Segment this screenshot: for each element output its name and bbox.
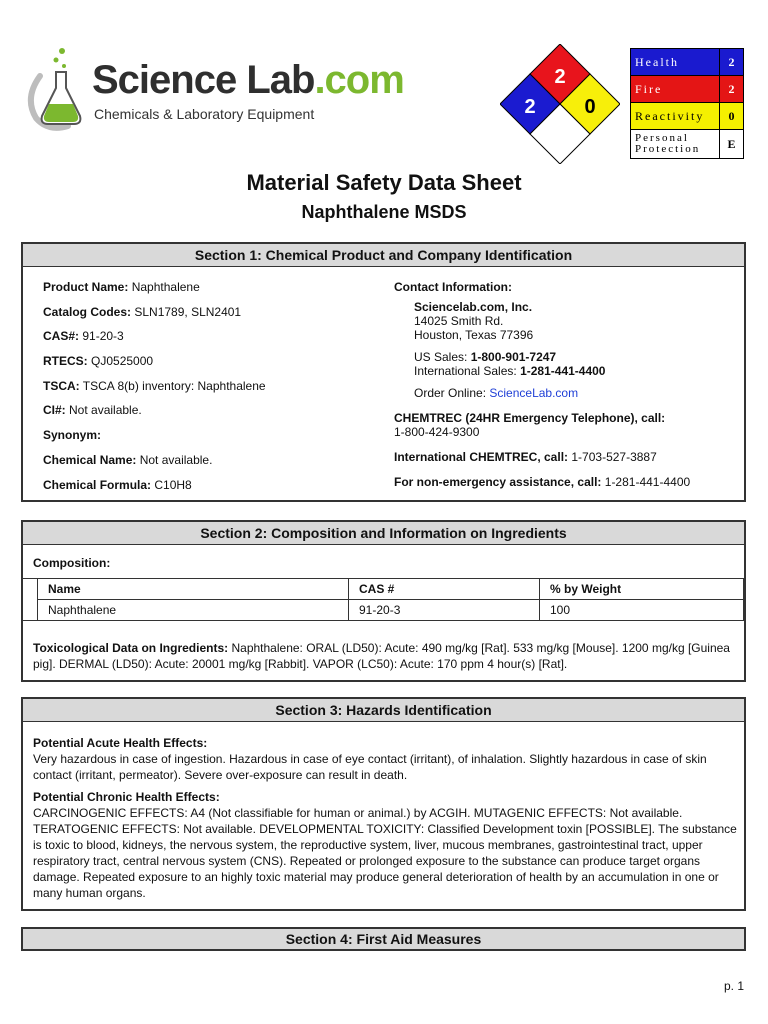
- logo-brand: [92, 60, 404, 100]
- toxicological-data: [33, 640, 733, 672]
- composition-label: Composition:: [33, 556, 111, 570]
- hmis-health-label: Health: [631, 49, 720, 76]
- company-name-text: Sciencelab.com, Inc.: [414, 300, 533, 314]
- table-indent: [23, 600, 38, 621]
- section-2-heading: Section 2: Composition and Information on Ingredients: [23, 522, 744, 545]
- ingredients-table: [23, 578, 744, 621]
- intl-sales: [394, 364, 734, 378]
- section-1-heading: Section 1: Chemical Product and Company Identification: [23, 244, 744, 267]
- flask-icon: [22, 46, 102, 136]
- acute-effects-label: Potential Acute Health Effects:: [33, 736, 208, 750]
- tox-label: Toxicological Data on Ingredients:: [33, 641, 229, 655]
- company-name: [394, 300, 734, 314]
- us-sales-phone: 1-800-901-7247: [470, 350, 557, 364]
- address-line-2: Houston, Texas 77396: [414, 328, 534, 342]
- contact-label: Contact Information:: [394, 280, 512, 294]
- hmis-ppe-value: E: [720, 130, 744, 159]
- hmis-ppe-label-1: Personal: [635, 132, 689, 144]
- tsca-row: [43, 379, 383, 393]
- field-value: Not available.: [69, 403, 142, 418]
- col-header-name: Name: [38, 579, 349, 600]
- cell-name: Naphthalene: [38, 600, 349, 621]
- hmis-reactivity-label: Reactivity: [631, 103, 720, 130]
- contact-info: [394, 280, 734, 489]
- logo-brand-main: Science Lab: [92, 58, 315, 102]
- hazards-body: [33, 735, 739, 907]
- nfpa-fire-value: 2: [554, 66, 566, 88]
- field-value: TSCA 8(b) inventory: Naphthalene: [82, 378, 266, 393]
- table-header-row: [23, 579, 744, 600]
- table-row: [23, 600, 744, 621]
- nfpa-reactivity-value: 0: [584, 96, 596, 118]
- chronic-effects-text: CARCINOGENIC EFFECTS: A4 (Not classifiable for human or animal.) by ACGIH. MUTAGENIC EFFECTS: Not available. TERATOGENIC EFFECTS: Not available. DEVELOPMENTAL TOXICITY: Classified Development toxin [POSSIBLE]. The substance is toxic to blood, kidneys, the nervous system, the reproductive system, liver, mucous membranes, gastrointestinal tract, upper respiratory tract, central nervous system (CNS). Repeated or prolonged exposure to the substance can produce target organs damage. Repeated exposure to an highly toxic material may produce general deterioration of health by an accumulation in one or many human organs.: [33, 806, 737, 900]
- us-sales-label: US Sales:: [414, 350, 468, 364]
- tox-text: Naphthalene: ORAL (LD50): Acute: 490 mg/kg [Rat]. 533 mg/kg [Mouse]. 1200 mg/kg [Guinea pig]. DERMAL (LD50): Acute: 20001 mg/kg [Rabbit]. VAPOR (LC50): Acute: 170 ppm 4 hour(s) [Rat].: [33, 641, 730, 671]
- us-sales: [394, 350, 734, 364]
- hmis-reactivity-value: 0: [720, 103, 744, 130]
- field-value: Naphthalene: [131, 280, 200, 294]
- logo-brand-dot: .com: [314, 58, 404, 102]
- field-value: QJ0525000: [91, 354, 154, 369]
- field-value: Not available.: [139, 452, 213, 467]
- order-online-link[interactable]: ScienceLab.com: [489, 386, 579, 400]
- section-4-heading: Section 4: First Aid Measures: [23, 929, 744, 949]
- cell-weight: 100: [540, 600, 744, 621]
- intl-sales-label: International Sales:: [414, 364, 517, 378]
- intl-sales-phone: 1-281-441-4400: [520, 364, 606, 378]
- section-3: [21, 697, 746, 911]
- catalog-codes-row: [43, 305, 383, 319]
- nonemergency: [394, 475, 734, 489]
- product-info: [43, 280, 383, 502]
- chemical-name-row: [43, 453, 383, 467]
- hmis-health-value: 2: [720, 49, 744, 76]
- order-online: [394, 386, 734, 400]
- section-4: [21, 927, 746, 951]
- order-online-label: Order Online:: [414, 386, 487, 400]
- document-subtitle: Naphthalene MSDS: [301, 202, 467, 222]
- field-label: Chemical Formula:: [43, 477, 152, 492]
- acute-effects-text: Very hazardous in case of ingestion. Hazardous in case of eye contact (irritant), of inhalation. Slightly hazardous in case of skin contact (irritant, permeator). Severe over-exposure can result in death.: [33, 752, 707, 782]
- ci-row: [43, 403, 383, 417]
- section-3-heading: Section 3: Hazards Identification: [23, 699, 744, 722]
- nonemergency-label: For non-emergency assistance, call:: [394, 475, 602, 489]
- field-label: Product Name:: [43, 280, 129, 294]
- hmis-fire-label: Fire: [631, 76, 720, 103]
- logo-tagline: Chemicals & Laboratory Equipment: [94, 106, 315, 122]
- col-header-weight: % by Weight: [540, 579, 744, 600]
- hmis-ppe-label-2: Protection: [635, 143, 701, 155]
- chronic-effects-label: Potential Chronic Health Effects:: [33, 790, 220, 804]
- rtecs-row: [43, 354, 383, 368]
- field-label: Synonym:: [43, 428, 102, 443]
- field-label: Chemical Name:: [43, 452, 137, 467]
- field-label: CI#:: [43, 403, 66, 418]
- section-1: [21, 242, 746, 502]
- hmis-ppe-label: [631, 130, 720, 159]
- field-label: Catalog Codes:: [43, 304, 132, 319]
- nfpa-diamond: [500, 44, 620, 164]
- cas-row: [43, 329, 383, 343]
- address-line-1: 14025 Smith Rd.: [414, 314, 504, 328]
- chemtrec-label: CHEMTREC (24HR Emergency Telephone), call:: [394, 411, 666, 425]
- field-label: TSCA:: [43, 378, 80, 393]
- chemical-formula-row: [43, 478, 383, 492]
- intl-chemtrec: [394, 450, 734, 464]
- document-title: Material Safety Data Sheet: [246, 170, 522, 195]
- hmis-fire-value: 2: [720, 76, 744, 103]
- synonym-row: [43, 428, 383, 442]
- page-number: p. 1: [724, 979, 745, 993]
- table-indent: [23, 579, 38, 600]
- col-header-cas: CAS #: [349, 579, 540, 600]
- intl-chemtrec-label: International CHEMTREC, call:: [394, 450, 569, 464]
- field-label: CAS#:: [43, 329, 80, 344]
- nonemergency-phone: 1-281-441-4400: [604, 475, 691, 489]
- field-value: SLN1789, SLN2401: [134, 304, 242, 319]
- field-value: C10H8: [154, 477, 192, 492]
- intl-chemtrec-phone: 1-703-527-3887: [571, 450, 657, 464]
- chemtrec-phone: 1-800-424-9300: [394, 425, 480, 439]
- cell-cas: 91-20-3: [349, 600, 540, 621]
- field-label: RTECS:: [43, 354, 88, 369]
- product-name-row: [43, 280, 383, 294]
- field-value: 91-20-3: [82, 329, 124, 344]
- section-2: [21, 520, 746, 682]
- nfpa-health-value: 2: [524, 96, 536, 118]
- hmis-table: [630, 48, 744, 159]
